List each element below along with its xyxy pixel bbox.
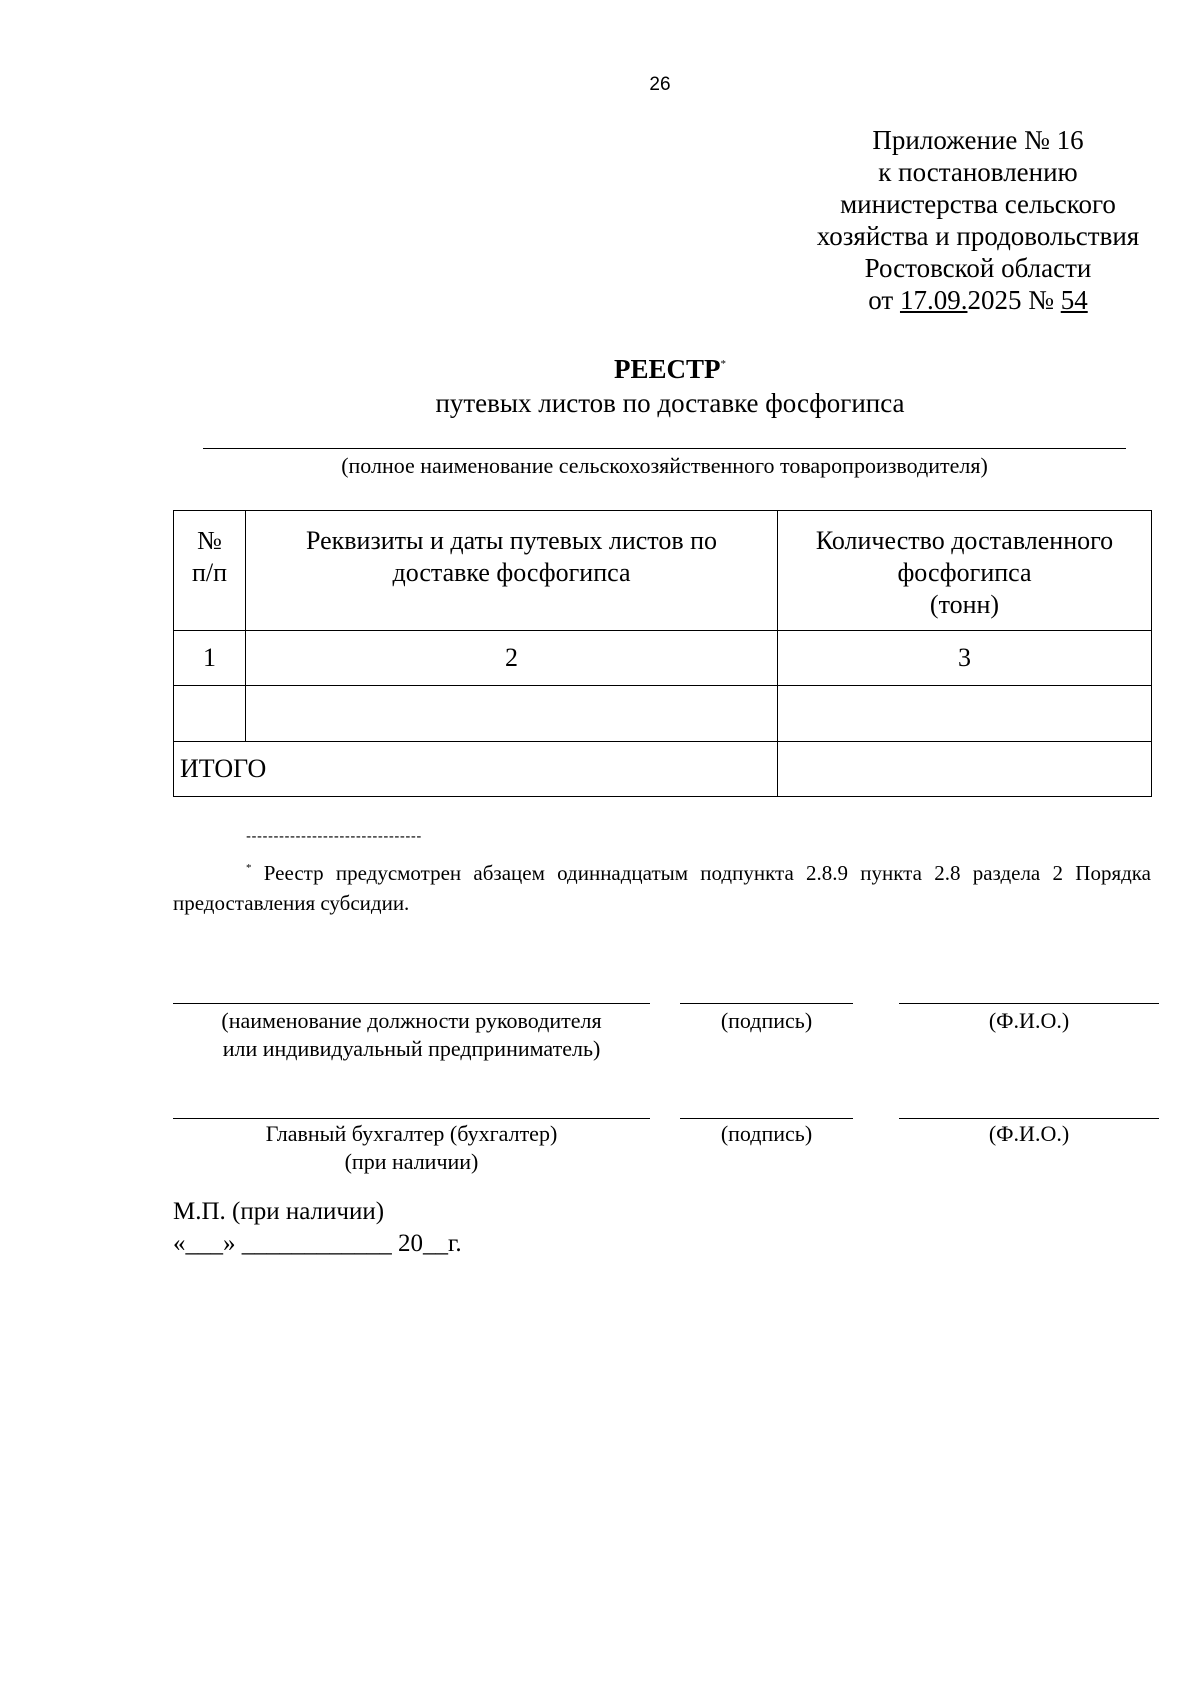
appendix-line-3: министерства сельского [840,189,1116,219]
header-cell-details [246,511,778,631]
footnote-body: Реестр предусмотрен абзацем одиннадцатым подпункта 2.8.9 пункта 2.8 раздела 2 Порядка предоставления субсидии. [173,861,1151,915]
column-number-3: 3 [778,631,1152,686]
header-cell-number [174,511,246,631]
appendix-number: 54 [1060,285,1088,315]
footnote-mark: * [246,862,252,874]
column-number-2: 2 [246,631,778,686]
accountant-caption [173,1120,650,1176]
header-quantity-line-1: Количество доставленного [815,526,1114,555]
accountant-caption-line-2: (при наличии) [344,1149,479,1174]
stamp-block [173,1196,462,1260]
total-value-cell[interactable] [778,742,1152,797]
table-total-row [174,742,1152,797]
total-label: ИТОГО [174,742,778,797]
appendix-date: 17.09. [899,285,968,315]
table-column-number-row [174,631,1152,686]
producer-name-line [203,448,1126,449]
header-cell-quantity [778,511,1152,631]
header-quantity-line-2: фосфогипса [897,558,1032,587]
table-header-row [174,511,1152,631]
footnote-separator: -------------------------------- [246,828,422,845]
head-position-caption [173,1007,650,1063]
appendix-date-prefix: от [868,285,900,315]
appendix-line-2: к постановлению [878,157,1078,187]
appendix-date-line [788,284,1168,316]
head-signature-caption: (подпись) [720,1008,813,1033]
accountant-signature-line [680,1118,853,1119]
title-footnote-mark: * [720,358,726,370]
document-title-text: РЕЕСТР [613,354,721,384]
accountant-name-line [899,1118,1159,1119]
appendix-line-4: хозяйства и продовольствия [816,221,1140,251]
stamp-label: М.П. (при наличии) [173,1198,385,1225]
accountant-name-caption: (Ф.И.О.) [988,1121,1070,1146]
column-number-1: 1 [174,631,246,686]
appendix-line-5: Ростовской области [864,253,1092,283]
empty-cell-quantity[interactable] [778,686,1152,742]
empty-cell-details[interactable] [246,686,778,742]
document-subtitle: путевых листов по доставке фосфогипса [435,388,905,418]
page-number: 26 [649,74,671,95]
table-row [174,686,1152,742]
accountant-caption-line-1: Главный бухгалтер (бухгалтер) [265,1121,558,1146]
head-position-caption-line-2: или индивидуальный предприниматель) [222,1036,601,1061]
producer-caption: (полное наименование сельскохозяйственного товаропроизводителя) [341,453,988,478]
header-number-line-2: п/п [191,558,228,587]
head-signature-line [680,1003,853,1004]
head-name-caption: (Ф.И.О.) [988,1008,1070,1033]
appendix-block [788,124,1168,316]
registry-table [173,510,1152,797]
header-details-line-1: Реквизиты и даты путевых листов по [305,526,718,555]
date-fill-line: «___» ____________ 20__г. [173,1230,462,1257]
accountant-position-line [173,1118,650,1119]
footnote-text [173,853,1151,918]
head-name-line [899,1003,1159,1004]
header-number-line-1: № [197,526,222,555]
appendix-year: 2025 № [967,285,1061,315]
document-title [380,354,960,385]
head-position-caption-line-1: (наименование должности руководителя [221,1008,602,1033]
head-position-line [173,1003,650,1004]
header-details-line-2: доставке фосфогипса [392,558,631,587]
accountant-signature-caption: (подпись) [720,1121,813,1146]
appendix-line-1: Приложение № 16 [872,125,1084,155]
header-quantity-line-3: (тонн) [929,590,1000,619]
empty-cell-number[interactable] [174,686,246,742]
